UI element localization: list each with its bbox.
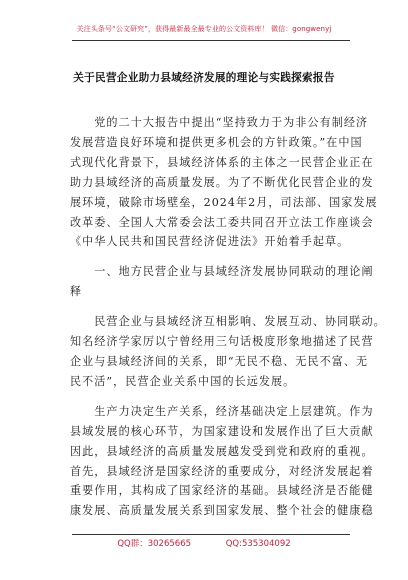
text-line: 展环境，破除市场壁垒，2024年2月，司法部、国家发展 [70, 195, 378, 209]
text-line: 首先，县域经济是国家经济的重要成分，对经济发展起着 [70, 464, 374, 478]
document-title: 关于民营企业助力县域经济发展的理论与实践探索报告 [73, 72, 335, 84]
text-line: 助力县域经济的高质量发展。为了不断优化民营企业的发 [70, 175, 374, 189]
text-line: 县域发展的核心环节，为国家建设和发展作出了巨大贡献 [70, 424, 374, 438]
text-line: 生产力决定生产关系，经济基础决定上层建筑。作为 [70, 404, 374, 418]
footer-divider [72, 534, 350, 535]
document-body [70, 113, 386, 521]
text-line: 企业与县域经济间的关系，即“无民不稳、无民不富、无 [70, 354, 369, 368]
text-line: 一、地方民营企业与县域经济发展协同联动的理论阐 [70, 265, 374, 279]
text-line: 《中华人民共和国民营经济促进法》开始着手起草。 [70, 235, 350, 249]
qq-contact-number: QQ:535304092 [225, 539, 291, 549]
text-line: 改革委、全国人大常委会法工委共同召开立法工作座谈会 [70, 215, 374, 229]
text-line: 重要作用，其构成了国家经济的基础。县域经济是否能健 [70, 484, 374, 498]
text-line: 民营企业与县域经济互相影响、发展互动、协同联动。 [70, 315, 386, 329]
header-divider [72, 40, 350, 41]
paragraph-gap [70, 302, 352, 312]
text-line: 式现代化背景下，县域经济体系的主体之一民营企业正在 [70, 155, 374, 169]
text-line: 释 [70, 285, 83, 299]
text-line: 发展营造良好环境和提供更多机会的方针政策。”在中国 [70, 135, 363, 149]
text-line: 民不活”，民营企业关系中国的长远发展。 [70, 374, 296, 388]
text-line: 党的二十大报告中提出“坚持致力于为非公有制经济 [70, 116, 369, 129]
paragraph-gap [70, 392, 352, 402]
text-line: 知名经济学家厉以宁曾经用三句话极度形象地描述了民营 [70, 335, 374, 349]
header-note: 关注头条号“公文研究”，获得最新最全最专业的公文资料库！ 微信：gongwenyj [76, 25, 332, 33]
footer-contact [0, 537, 408, 549]
paragraph-gap [70, 252, 352, 262]
paragraph-intro [70, 113, 378, 252]
text-line: 因此，县域经济的高质量发展越发受到党和政府的重视。 [70, 444, 374, 458]
paragraph-relationship [70, 312, 386, 392]
qq-group-number: QQ群：30265665 [117, 539, 192, 549]
text-line: 康发展、高质量发展关系到国家发展、整个社会的健康稳 [70, 504, 374, 518]
section-heading-1 [70, 262, 374, 302]
paragraph-productivity [70, 402, 374, 521]
